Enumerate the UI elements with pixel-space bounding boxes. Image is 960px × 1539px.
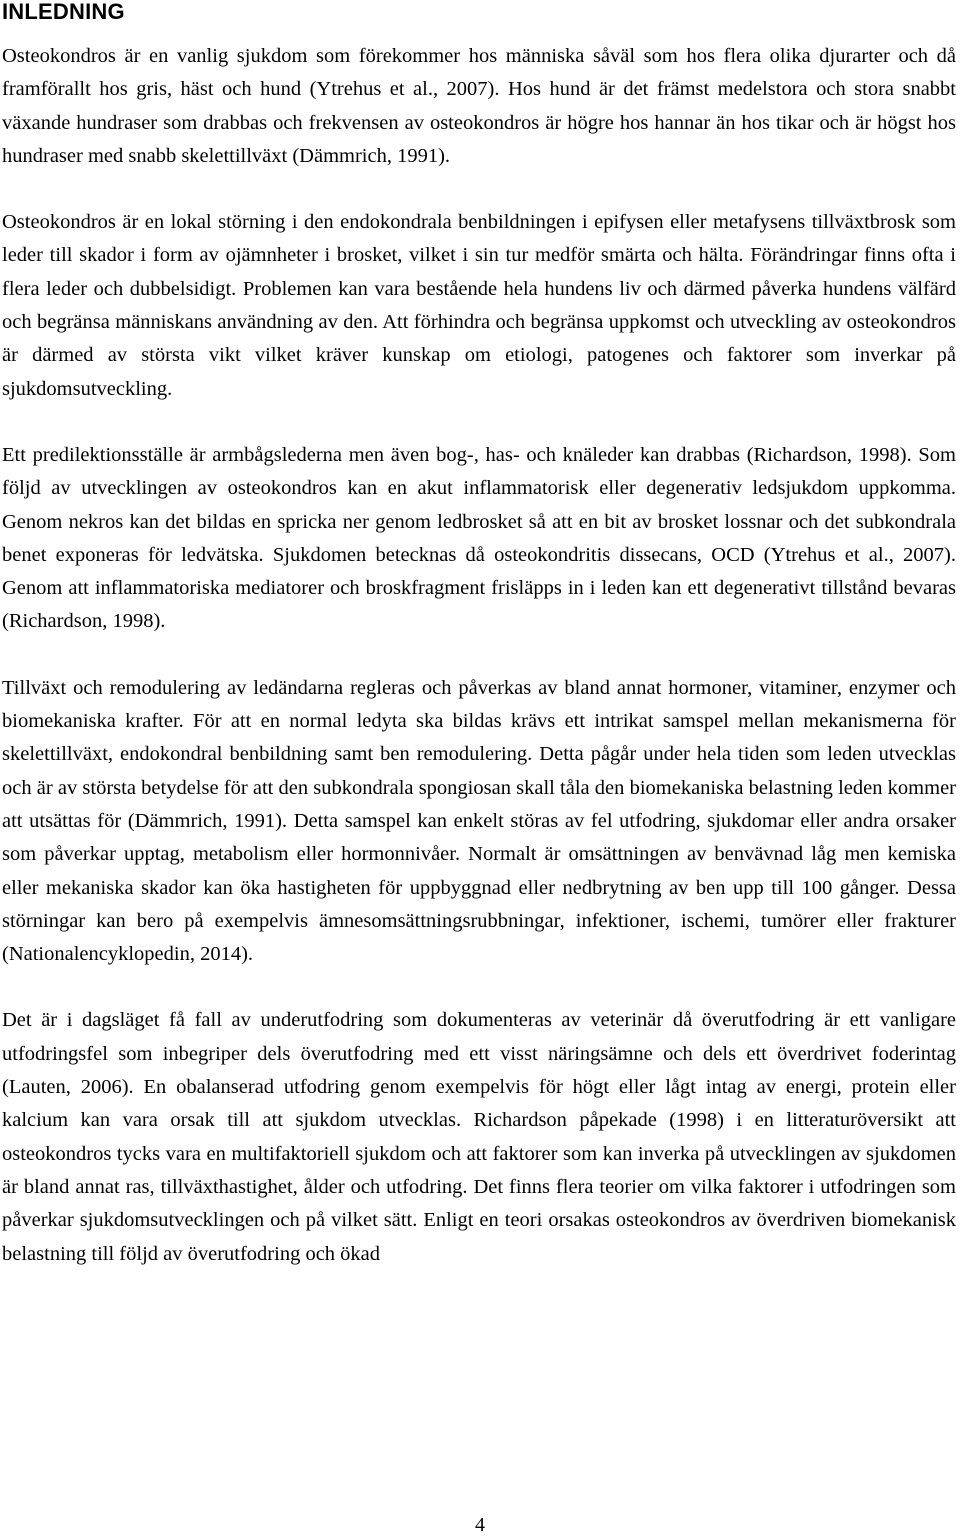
paragraph-1: Osteokondros är en vanlig sjukdom som förekommer hos människa såväl som hos flera olika djurarter och då framförallt hos gris, häst och hund (Ytrehus et al., 2007). Hos hund är det främst medelstora och stora snabbt växande hundraser som drabbas och frekvensen av osteokondros är högre hos hannar än hos tikar och är högst hos hundraser med snabb skelettillväxt (Dämmrich, 1991). [2, 45, 956, 167]
section-heading: INLEDNING [2, 0, 125, 24]
paragraph-2: Osteokondros är en lokal störning i den endokondrala benbildningen i epifysen eller metafysens tillväxtbrosk som leder till skador i form av ojämnheter i brosket, vilket i sin tur medför smärta och hälta. Förändringar finns ofta i flera leder och dubbelsidigt. Problemen kan vara bestående hela hundens liv och därmed påverka hundens välfärd och begränsa människans användning av den. Att förhindra och begränsa uppkomst och utveckling av osteokondros är därmed av största vikt vilket kräver kunskap om etiologi, patogenes och faktorer som inverkar på sjukdomsutveckling. [2, 211, 956, 400]
paragraph-5: Det är i dagsläget få fall av underutfodring som dokumenteras av veterinär då överutfodring är ett vanligare utfodringsfel som inbegriper dels överutfodring med ett visst näringsämne och dels ett överdrivet foderintag (Lauten, 2006). En obalanserad utfodring genom exempelvis för högt eller lågt intag av energi, protein eller kalcium kan vara orsak till att sjukdom utvecklas. Richardson påpekade (1998) i en litteraturöversikt att osteokondros tycks vara en multifaktoriell sjukdom och att faktorer som kan inverka på utvecklingen av sjukdomen är bland annat ras, tillväxthastighet, ålder och utfodring. Det finns flera teorier om vilka faktorer i utfodringen som påverkar sjukdomsutvecklingen och på vilket sätt. Enligt en teori orsakas osteokondros av överdriven biomekanisk belastning till följd av överutfodring och ökad [2, 1009, 956, 1265]
body-text [2, 40, 956, 1304]
paragraph-3: Ett predilektionsställe är armbågslederna men även bog-, has- och knäleder kan drabbas (Richardson, 1998). Som följd av utvecklingen av osteokondros kan en akut inflammatorisk eller degenerativ ledsjukdom uppkomma. Genom nekros kan det bildas en spricka ner genom ledbrosket så att en bit av brosket lossnar och det subkondrala benet exponeras för ledvätska. Sjukdomen betecknas då osteokondritis dissecans, OCD (Ytrehus et al., 2007). Genom att inflammatoriska mediatorer och broskfragment frisläpps in i leden kan ett degenerativt tillstånd bevaras (Richardson, 1998). [2, 443, 956, 633]
paragraph-4: Tillväxt och remodulering av ledändarna regleras och påverkas av bland annat hormoner, vitaminer, enzymer och biomekaniska krafter. För att en normal ledyta ska bildas krävs ett intrikat samspel mellan mekanismerna för skelettillväxt, endokondral benbildning samt ben remodulering. Detta pågår under hela tiden som leden utvecklas och är av största betydelse för att den subkondrala spongiosan skall tåla den biomekaniska belastning leden kommer att utsättas för (Dämmrich, 1991). Detta samspel kan enkelt störas av fel utfodring, sjukdomar eller andra orsaker som påverkar upptag, metabolism eller hormonnivåer. Normalt är omsättningen av benvävnad låg men kemiska eller mekaniska skador kan öka hastigheten för uppbyggnad eller nedbrytning av ben upp till 100 gånger. Dessa störningar kan bero på exempelvis ämnesomsättningsrubbningar, infektioner, ischemi, tumörer eller frakturer (Nationalencyklopedin, 2014). [2, 676, 956, 966]
page-number: 4 [475, 1514, 485, 1536]
